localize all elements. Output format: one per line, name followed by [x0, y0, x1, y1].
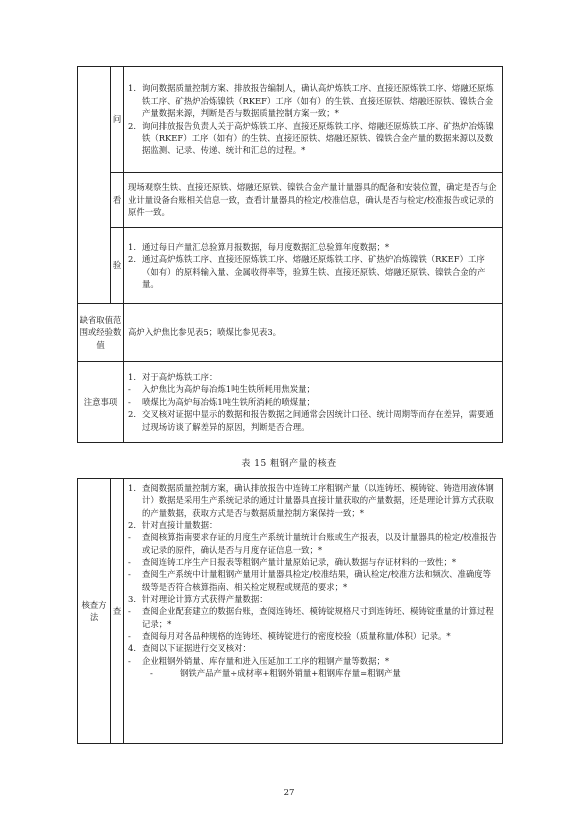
list-item: - 入炉焦比为高炉每冶炼1吨生铁所耗用焦炭量；: [128, 384, 315, 395]
list-item: - 查阅企业配套建立的数据台账，查阅连铸坯、模铸锭规格尺寸到连铸坯、模铸锭重量的计算过程记录；*: [128, 606, 494, 629]
inner-label-check: 查: [111, 479, 124, 744]
list-item: 2. 询问排放报告负责人关于高炉炼铁工序、直接还原炼铁工序、熔融还原炼铁工序、矿热炉冶炼镍铁（RKEF）工序（如有）的生铁、直接还原铁、熔融还原铁、镍铁合金产量的数据来源以及数据监测、记录、传递、统计和汇总的过程。*: [128, 120, 494, 156]
list-item: 现场观察生铁、直接还原铁、熔融还原铁、镍铁合金产量计量器具的配备和安装位置，确定是否与企业计量设备台账相关信息一致，查看计量器具的检定/校准信息，确认是否与检定/校准报告或记录的原件一致。: [128, 182, 497, 218]
check-items: [124, 479, 503, 744]
list-item: 2. 针对直接计量数据：: [128, 520, 218, 531]
method-label-verify: 验: [111, 228, 124, 304]
look-items: [124, 173, 503, 228]
notes-items: [124, 362, 503, 443]
list-item: 3. 针对理论计算方式获得产量数据：: [128, 594, 268, 605]
list-item: 2. 交叉核对证据中显示的数据和报告数据之间通常会因统计口径、统计周期等而存在差异，需要通过现场访谈了解差异的原因，判断是否合理。: [128, 409, 494, 432]
list-item: 1. 通过每日产量汇总验算月报数据，每月度数据汇总验算年度数据；*: [128, 241, 390, 252]
table-15: [77, 478, 503, 744]
table-14-continued: [77, 66, 503, 443]
default-values-label: 缺省取值范围或经验数值: [78, 304, 124, 362]
list-item: - 查阅连铸工序生产日报表等粗钢产量计量原始记录，确认数据与存证材料的一致性；*: [128, 557, 457, 568]
list-item: 1. 查阅数据质量控制方案，确认排放报告中连铸工序粗钢产量（以连铸坯、模铸锭、铸造用液体钢计）数据是采用生产系统记录的通过计量器具直接计量获取的产量数据，还是理论计算方式获取的产量数据，获取方式是否与数据质量控制方案保持一致；*: [128, 483, 494, 518]
check-method-label: 核查方法: [78, 479, 111, 744]
method-outer-cell: [78, 67, 111, 304]
list-item: 1. 询问数据质量控制方案、排放报告编制人，确认高炉炼铁工序、直接还原炼铁工序、熔融还原炼铁工序、矿热炉冶炼镍铁（RKEF）工序（如有）的生铁、直接还原铁、熔融还原铁、镍铁合金产量数据来源，判断是否与数据质量控制方案一致；*: [128, 83, 494, 119]
list-item: 1. 对于高炉炼铁工序：: [128, 372, 218, 383]
list-item: - 钢铁产品产量÷成材率+粗钢外销量+粗钢库存量=粗钢产量: [150, 668, 401, 679]
notes-label: 注意事项: [78, 362, 124, 443]
list-item: 4. 查阅以下证据进行交叉核对：: [128, 643, 251, 654]
verify-items: [124, 228, 503, 304]
default-values-text: 高炉入炉焦比参见表5；喷煤比参见表3。: [124, 304, 503, 362]
list-item: 2. 通过高炉炼铁工序、直接还原炼铁工序、熔融还原炼铁工序、矿热炉冶炼镍铁（RKEF）工序（如有）的原料输入量、金属收得率等，验算生铁、直接还原铁、熔融还原铁、镍铁合金的产量。: [128, 254, 486, 289]
list-item: - 查阅核算指南要求存证的月度生产系统计量统计台账或生产报表，以及计量器具的检定/校准报告或记录的原件，确认是否与月度存证信息一致；*: [128, 532, 497, 555]
page-number: 27: [283, 788, 295, 798]
method-label-ask: 问: [111, 67, 124, 173]
list-item: - 查阅每月对各品种规格的连铸坯、模铸锭进行的密度校验（质量称量/体积）记录。*: [128, 631, 451, 642]
method-label-look: 看: [111, 173, 124, 228]
table-caption: 表 15 粗钢产量的核查: [241, 459, 337, 469]
list-item: - 查阅生产系统中计量粗钢产量用计量器具检定/校准结果，确认检定/校准方法和频次、准确度等级等是否符合核算指南、相关检定规程或规范的要求；*: [128, 569, 492, 592]
list-item: - 企业粗钢外销量、库存量和进入压延加工工序的粗钢产量等数据；*: [128, 655, 390, 666]
list-item: - 喷煤比为高炉每冶炼1吨生铁所消耗的喷煤量；: [128, 396, 315, 407]
ask-items: [124, 67, 503, 173]
